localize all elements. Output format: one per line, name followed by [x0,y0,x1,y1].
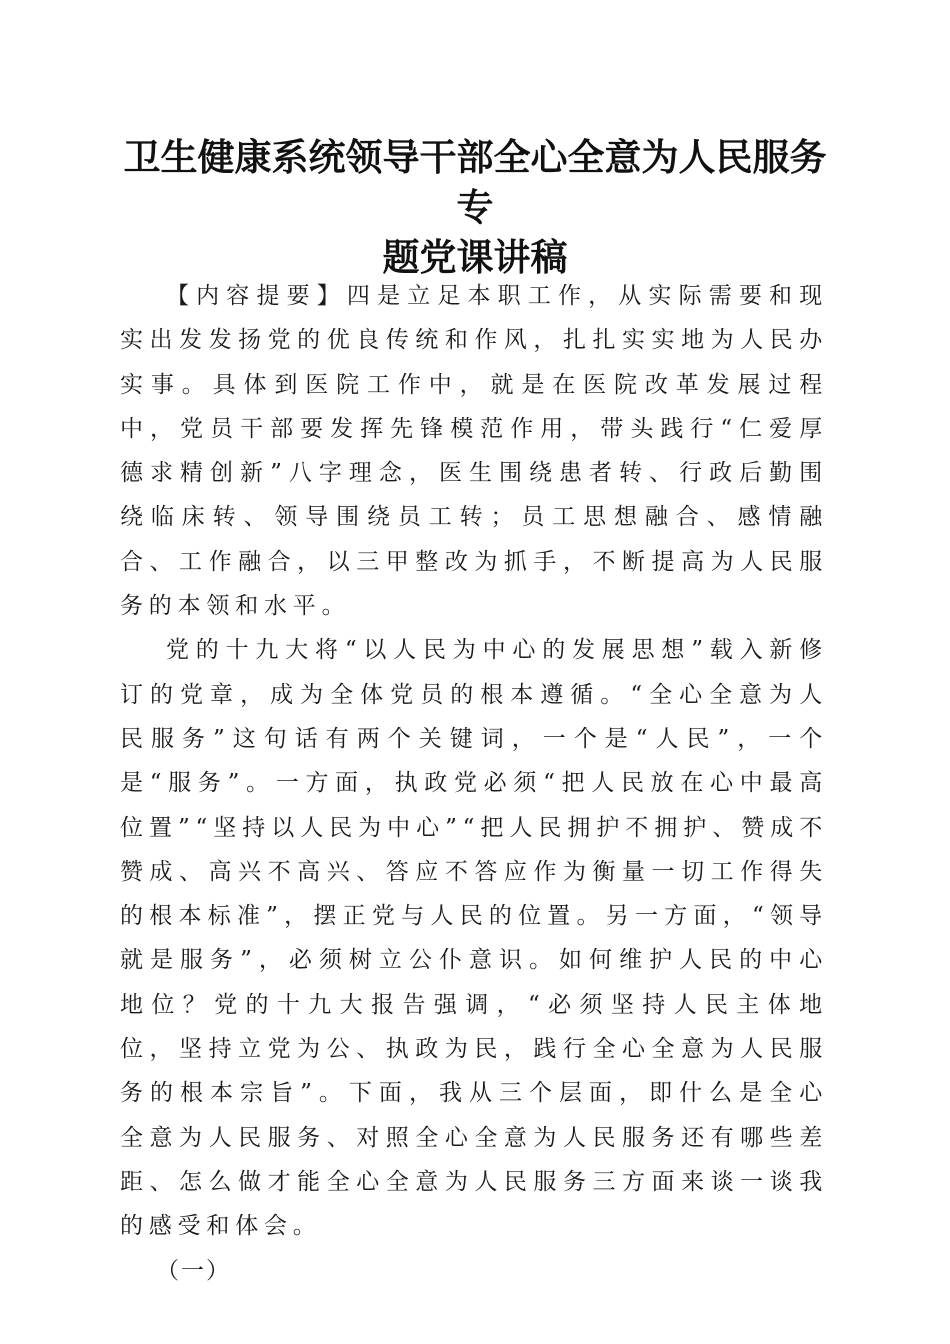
title-line-2: 题党课讲稿 [382,235,568,279]
section-heading: （一） [156,1257,231,1284]
title-line-1: 卫生健康系统领导干部全心全意为人民服务专 [123,135,827,229]
body-paragraph: 党的十九大将“以人民为中心的发展思想”载入新修订的党章，成为全体党员的根本遵循。“全心全意为人民服务”这句话有两个关键词，一个是“人民”，一个是“服务”。一方面，执政党必须“把人民放在心中最高位置”“坚持以人民为中心”“把人民拥护不拥护、赞成不赞成、高兴不高兴、答应不答应作为衡量一切工作得失的根本标准”，摆正党与人民的位置。另一方面，“领导就是服务”，必须树立公仆意识。如何维护人民的中心地位？党的十九大报告强调，“必须坚持人民主体地位，坚持立党为公、执政为民，践行全心全意为人民服务的根本宗旨”。下面，我从三个层面，即什么是全心全意为人民服务、对照全心全意为人民服务还有哪些差距、怎么做才能全心全意为人民服务三方面来谈一谈我的感受和体会。 [120,637,828,1240]
document-title [110,132,840,282]
summary-paragraph: 【内容提要】四是立足本职工作，从实际需要和现实出发发扬党的优良传统和作风，扎扎实实地为人民办实事。具体到医院工作中，就是在医院改革发展过程中，党员干部要发挥先锋模范作用，带头践行“仁爱厚德求精创新”八字理念，医生围绕患者转、行政后勤围绕临床转、领导围绕员工转；员工思想融合、感情融合、工作融合，以三甲整改为抓手，不断提高为人民服务的本领和水平。 [120,283,828,620]
document-body [120,274,828,1293]
